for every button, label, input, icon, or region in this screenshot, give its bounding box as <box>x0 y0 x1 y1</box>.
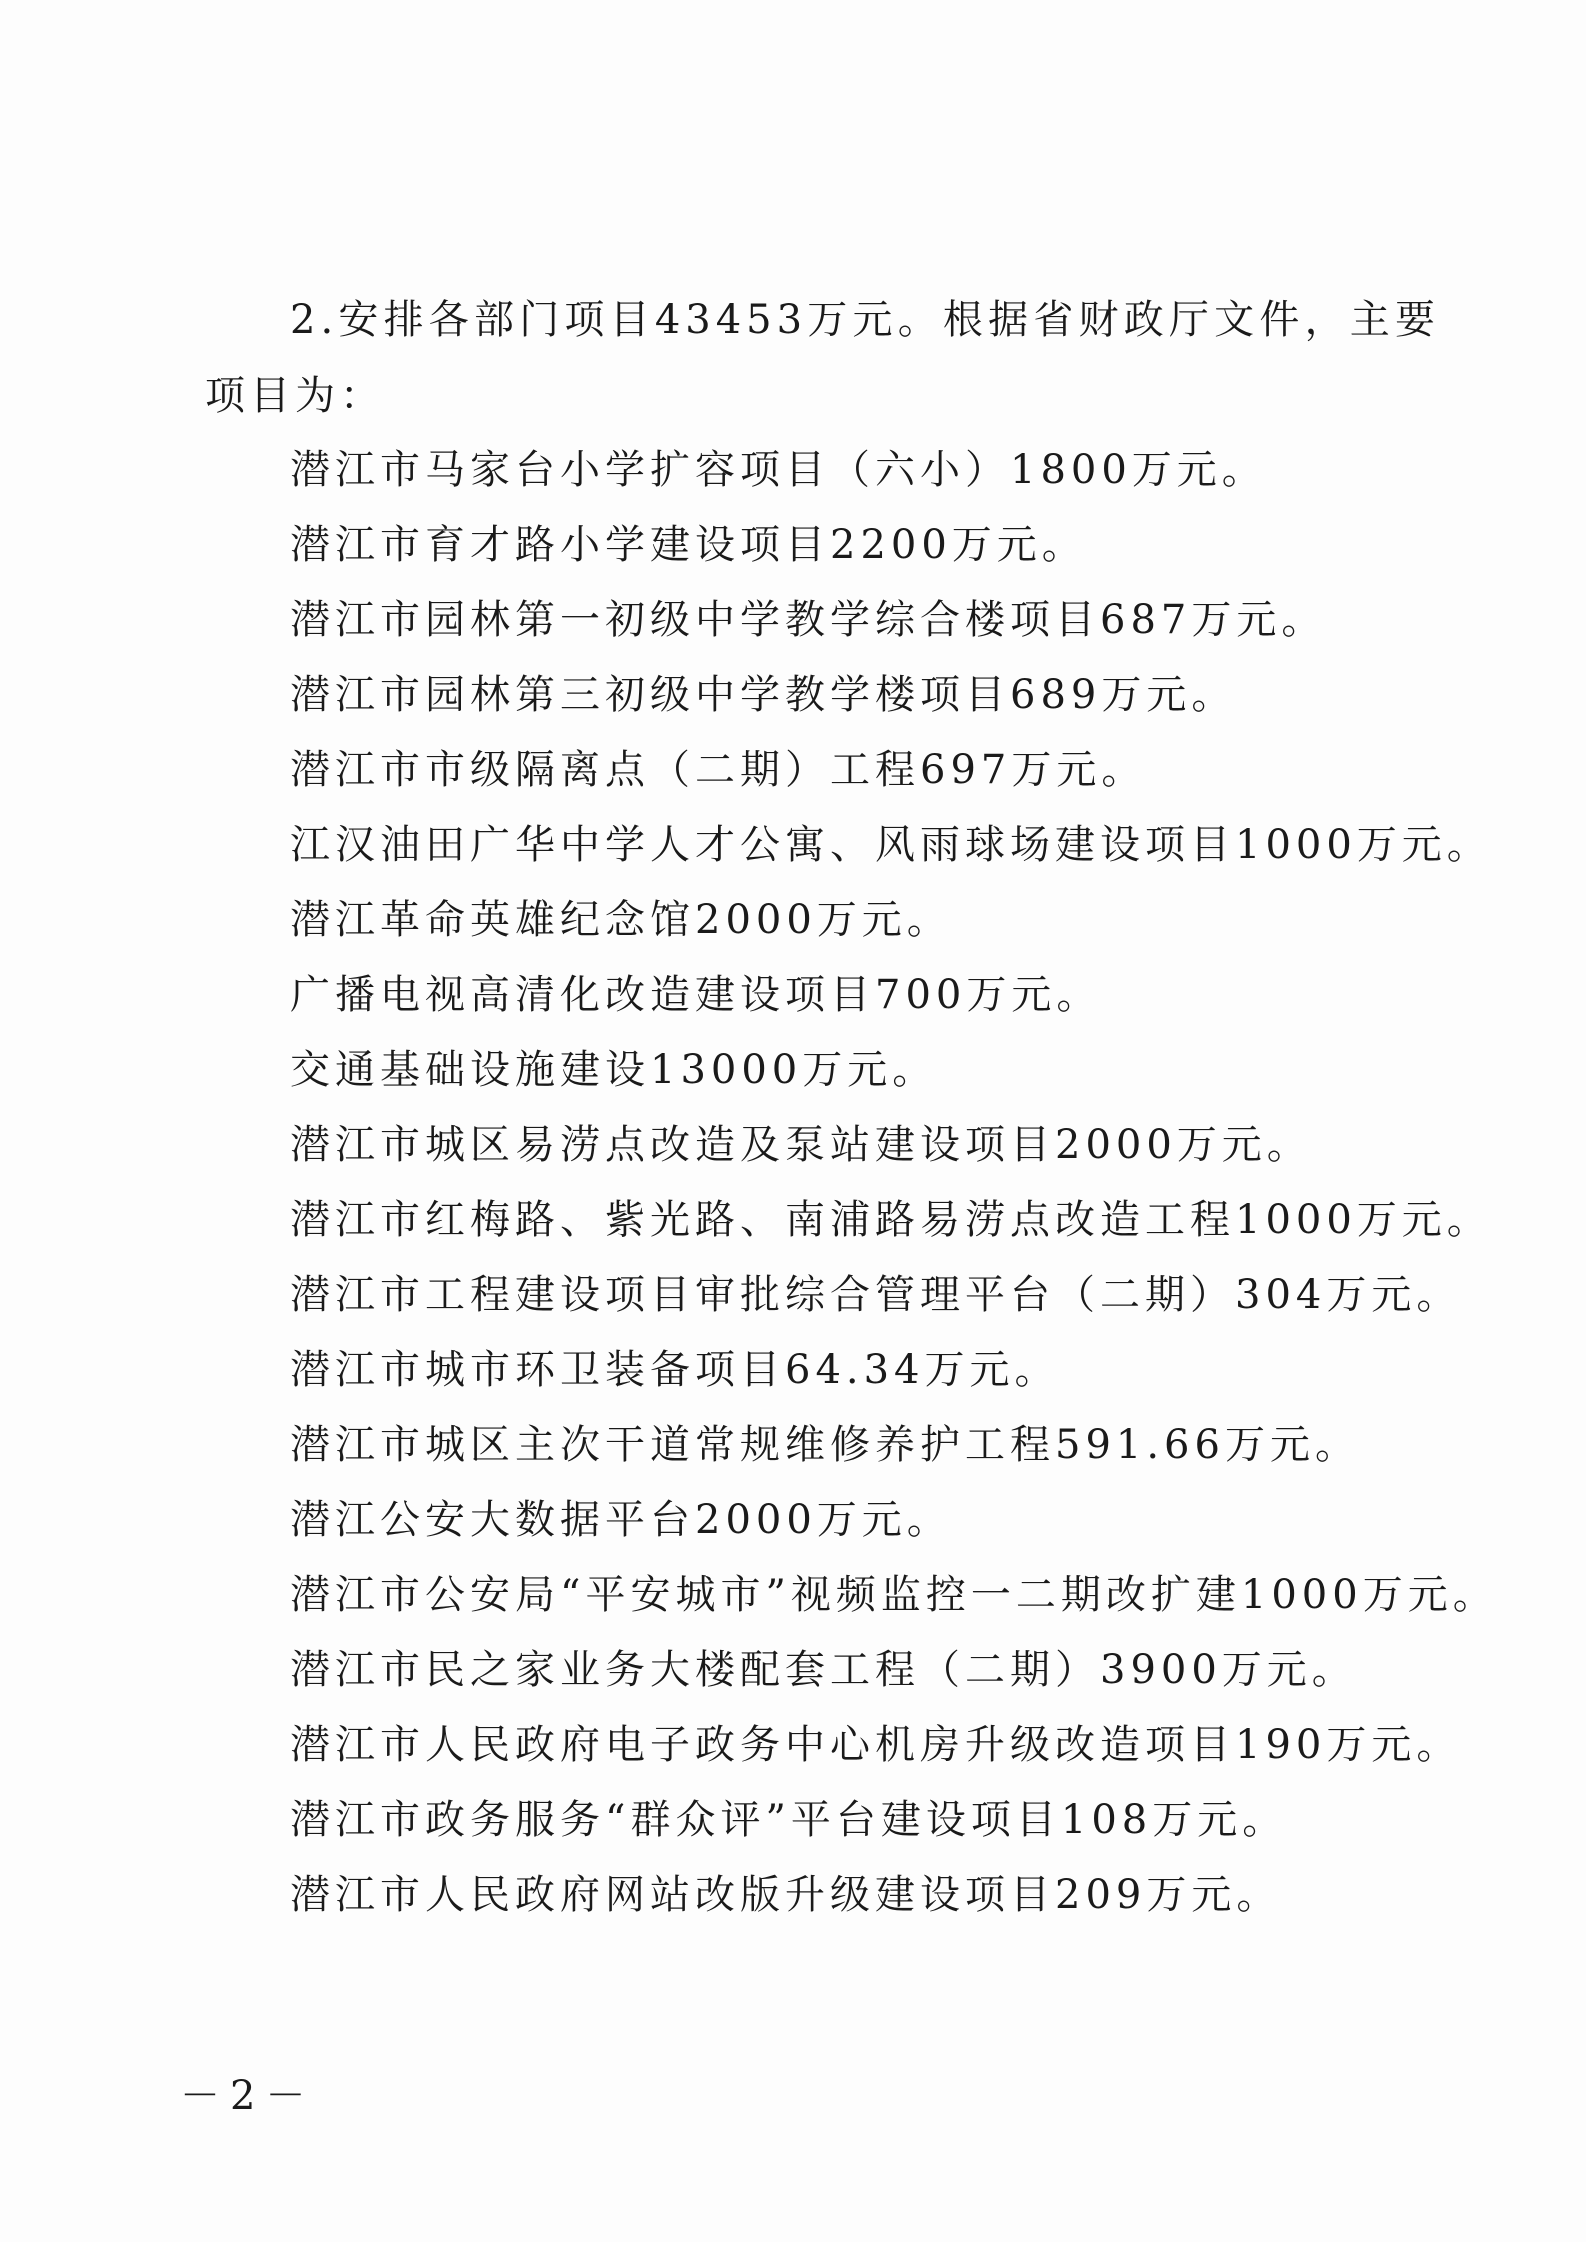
project-item: 潜江市园林第一初级中学教学综合楼项目687万元。 <box>290 597 1327 643</box>
project-item: 潜江市人民政府电子政务中心机房升级改造项目190万元。 <box>290 1722 1462 1768</box>
intro-paragraph: 2.安排各部门项目43453万元。根据省财政厅文件，主要项目为： <box>205 297 1440 419</box>
project-item: 潜江市工程建设项目审批综合管理平台（二期）304万元。 <box>290 1272 1462 1318</box>
project-item: 潜江市育才路小学建设项目2200万元。 <box>290 522 1087 568</box>
project-item: 江汉油田广华中学人才公寓、风雨球场建设项目1000万元。 <box>290 822 1492 868</box>
project-item: 潜江市城市环卫装备项目64.34万元。 <box>290 1347 1060 1393</box>
project-item: 潜江市公安局“平安城市”视频监控一二期改扩建1000万元。 <box>290 1572 1498 1618</box>
project-item: 潜江市人民政府网站改版升级建设项目209万元。 <box>290 1872 1282 1918</box>
project-item: 潜江市政务服务“群众评”平台建设项目108万元。 <box>290 1797 1288 1843</box>
page-number: －2－ <box>180 2073 316 2119</box>
project-item: 潜江公安大数据平台2000万元。 <box>290 1497 952 1543</box>
project-item: 潜江市马家台小学扩容项目（六小）1800万元。 <box>290 447 1267 493</box>
project-item: 潜江市红梅路、紫光路、南浦路易涝点改造工程1000万元。 <box>290 1197 1492 1243</box>
project-item: 潜江市城区易涝点改造及泵站建设项目2000万元。 <box>290 1122 1312 1168</box>
project-item: 潜江市民之家业务大楼配套工程（二期）3900万元。 <box>290 1647 1357 1693</box>
project-item: 潜江市园林第三初级中学教学楼项目689万元。 <box>290 672 1237 718</box>
project-item: 广播电视高清化改造建设项目700万元。 <box>290 972 1102 1018</box>
project-item: 潜江革命英雄纪念馆2000万元。 <box>290 897 952 943</box>
project-item: 潜江市城区主次干道常规维修养护工程591.66万元。 <box>290 1422 1360 1468</box>
project-item: 交通基础设施建设13000万元。 <box>290 1047 938 1093</box>
project-item: 潜江市市级隔离点（二期）工程697万元。 <box>290 747 1147 793</box>
